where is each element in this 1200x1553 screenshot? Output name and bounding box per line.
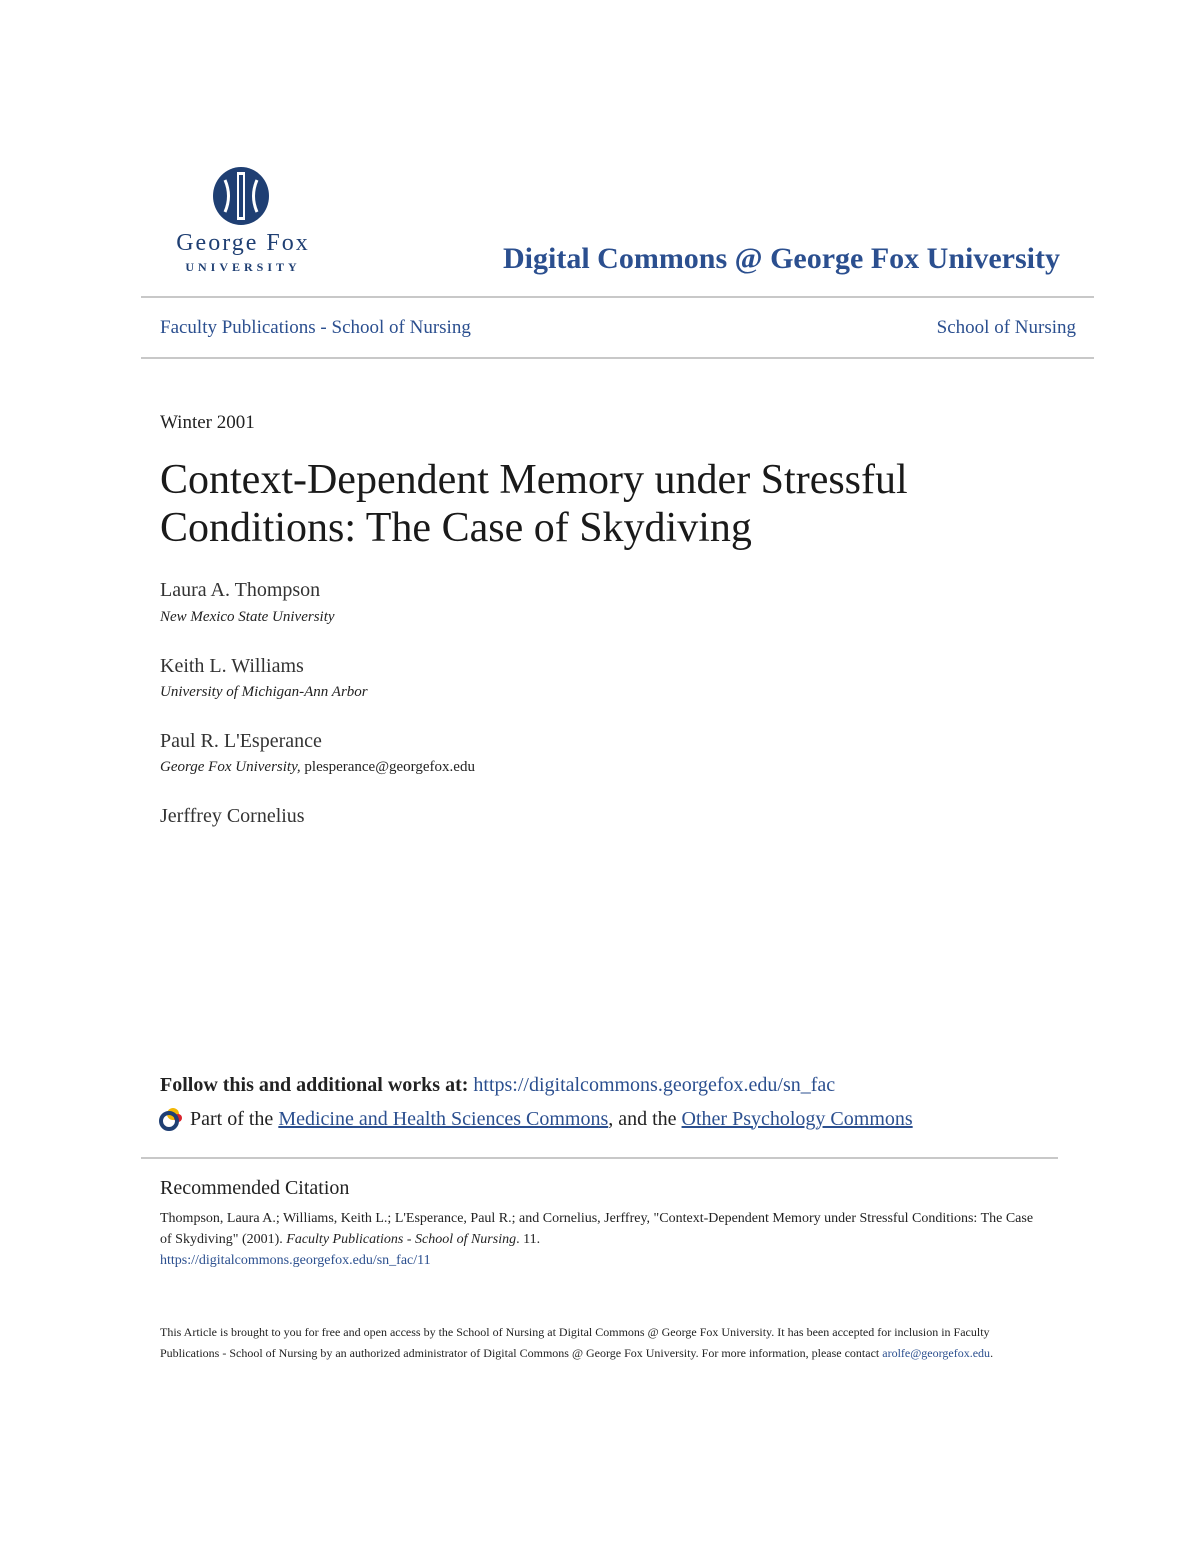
- author-name: Keith L. Williams: [160, 655, 304, 677]
- fox-crest-icon: [210, 166, 272, 226]
- divider: [141, 296, 1094, 298]
- digital-commons-icon: [158, 1106, 184, 1132]
- logo-subtitle: UNIVERSITY: [185, 260, 301, 274]
- author-affiliation: University of Michigan-Ann Arbor: [160, 684, 368, 700]
- author-name: Paul R. L'Esperance: [160, 730, 322, 752]
- author-name: Jerffrey Cornelius: [160, 805, 305, 827]
- citation-body: [160, 1208, 1040, 1271]
- collection-link[interactable]: Faculty Publications - School of Nursing: [160, 317, 471, 338]
- psychology-commons-link[interactable]: Other Psychology Commons: [681, 1107, 913, 1130]
- citation-heading: Recommended Citation: [160, 1177, 350, 1199]
- part-of-prefix: Part of the: [190, 1107, 274, 1130]
- author-email[interactable]: plesperance@georgefox.edu: [304, 759, 475, 775]
- citation-series: Faculty Publications - School of Nursing: [286, 1232, 517, 1247]
- contact-email-link[interactable]: arolfe@georgefox.edu: [882, 1346, 991, 1360]
- medicine-commons-link[interactable]: Medicine and Health Sciences Commons: [278, 1107, 609, 1130]
- citation-url-link[interactable]: https://digitalcommons.georgefox.edu/sn_fac/11: [160, 1253, 431, 1268]
- follow-url-link[interactable]: https://digitalcommons.georgefox.edu/sn_fac: [473, 1074, 836, 1096]
- notice-end: .: [990, 1346, 994, 1360]
- publication-date: Winter 2001: [160, 412, 255, 433]
- follow-line: [160, 1074, 835, 1097]
- author-affiliation: George Fox University, plesperance@georgefox.edu: [160, 759, 475, 775]
- citation-number: . 11.: [516, 1232, 541, 1247]
- author-affiliation: New Mexico State University: [160, 609, 335, 625]
- divider: [141, 1157, 1058, 1159]
- repository-title[interactable]: Digital Commons @ George Fox University: [503, 242, 1060, 275]
- affiliation-text: George Fox University: [160, 759, 297, 775]
- part-of-mid: , and the: [608, 1107, 677, 1130]
- part-of-line: [158, 1106, 913, 1132]
- follow-label: Follow this and additional works at:: [160, 1074, 469, 1096]
- logo-name: George Fox: [176, 230, 310, 256]
- notice-text: This Article is brought to you for free and open access by the School of Nursing at Digital Commons @ George Fox University. It has been accepted for inclusion in Faculty Publications - School of Nursing by an authorized administrator of Digital Commons @ George Fox University. For more information, please contact: [160, 1325, 990, 1360]
- author-name: Laura A. Thompson: [160, 579, 321, 601]
- university-logo: [158, 166, 328, 276]
- department-link[interactable]: School of Nursing: [936, 317, 1076, 338]
- divider: [141, 357, 1094, 359]
- access-notice: [160, 1322, 1040, 1364]
- citation-text: Thompson, Laura A.; Williams, Keith L.; L'Esperance, Paul R.; and Cornelius, Jerffrey, "Context-Dependent Memory under Stressful Conditions: The Case of Skydiving" (2001).: [160, 1211, 1034, 1247]
- article-title: Context-Dependent Memory under Stressful Conditions: The Case of Skydiving: [160, 457, 908, 551]
